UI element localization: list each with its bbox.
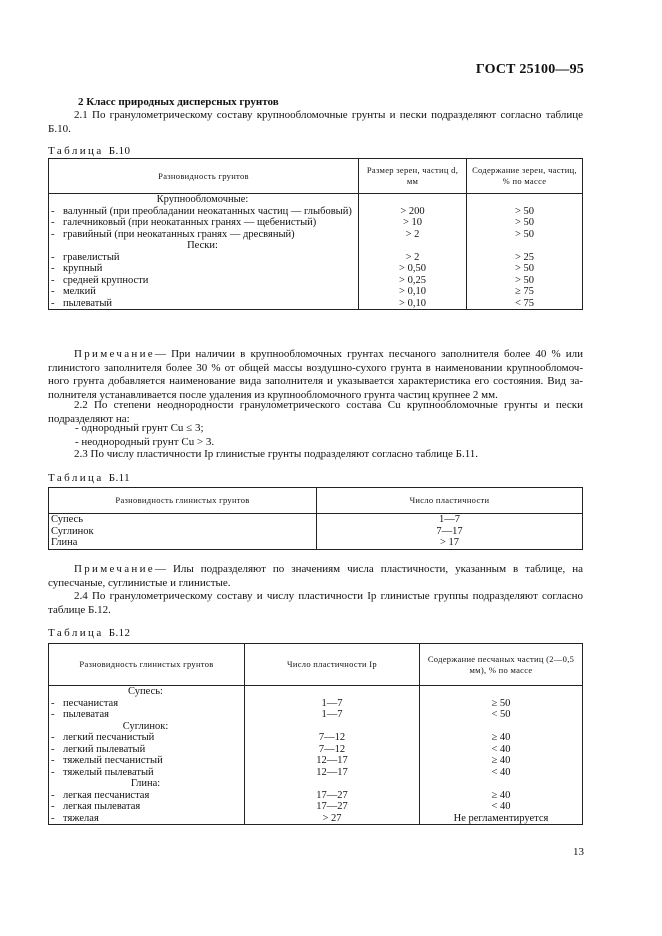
row-name-cell [49, 755, 245, 767]
empty-cell [245, 686, 420, 698]
list-dash: - [51, 228, 55, 240]
value-cell [420, 767, 583, 779]
cell-text: ≥ 40 [491, 789, 511, 801]
cell-text: > 2 [405, 228, 420, 240]
list-dash: - [51, 766, 55, 778]
value-cell [359, 263, 467, 275]
table-row [49, 709, 583, 721]
value-cell [317, 526, 583, 538]
cell-text: легкая песчанистая [63, 789, 150, 801]
table-row [49, 790, 583, 802]
row-name-cell [49, 767, 245, 779]
value-cell [245, 813, 420, 825]
empty-cell [420, 721, 583, 733]
value-cell [359, 252, 467, 264]
list-dash: - [51, 205, 55, 217]
empty-cell [359, 194, 467, 206]
list-dash: - [51, 801, 55, 812]
table-row [49, 767, 583, 779]
table-row [49, 263, 583, 275]
row-name-cell [49, 801, 245, 813]
row-name-cell [49, 286, 359, 298]
group-header-cell: Суглинок: [49, 721, 245, 733]
cell-text: легкий пылеватый [63, 743, 146, 755]
value-cell [467, 275, 583, 287]
table-row [49, 206, 583, 218]
group-header-cell: Пески: [49, 240, 359, 252]
cell-text: тяжелый пылеватый [63, 766, 154, 778]
list-dash: - [51, 755, 55, 766]
value-cell [359, 275, 467, 287]
value-cell [245, 709, 420, 721]
cell-text: пылеватый [63, 297, 113, 309]
row-name-cell [49, 263, 359, 275]
value-cell [359, 206, 467, 218]
list-dash: - [51, 297, 55, 309]
table-header-cell: Содержание зерен, частиц, % по массе [467, 159, 583, 194]
paragraph-2-1: 2.1 По гранулометрическому составу крупнообломочные грунты и пески подразделяют согласно таблице Б.10. [48, 109, 583, 135]
cell-text: > 2 [405, 251, 420, 263]
value-cell [245, 767, 420, 779]
cell-text: > 50 [514, 205, 535, 217]
value-cell [245, 801, 420, 813]
empty-cell [420, 686, 583, 698]
cell-text: < 40 [491, 743, 511, 755]
value-cell [467, 252, 583, 264]
table-row [49, 514, 583, 526]
value-cell [420, 744, 583, 756]
cell-text: Глина [51, 537, 78, 548]
table-header-cell: Разновидность глинистых грунтов [49, 644, 245, 686]
cell-text: песчанистая [63, 697, 119, 709]
row-name-cell [49, 813, 245, 825]
value-cell [420, 755, 583, 767]
empty-cell [245, 778, 420, 790]
value-cell [420, 790, 583, 802]
table-caption-number: Б.10 [108, 145, 131, 157]
cell-text: 1—7 [321, 697, 343, 709]
cell-text: > 25 [514, 251, 535, 263]
value-cell [359, 286, 467, 298]
empty-cell [467, 194, 583, 206]
cell-text: > 200 [400, 205, 425, 217]
list-dash: - [51, 286, 55, 297]
cell-text: легкая пылеватая [63, 801, 141, 812]
cell-text: галечниковый (при неокатанных гранях — щебенистый) [63, 217, 317, 228]
cell-text: 1—7 [321, 709, 343, 720]
row-name-cell [49, 252, 359, 264]
cell-text: 12—17 [316, 766, 348, 778]
table-header-cell: Содержание песчаных частиц (2—0,5 мм), % по массе [420, 644, 583, 686]
list-dash: - [51, 743, 55, 755]
row-name-cell [49, 298, 359, 310]
value-cell [420, 801, 583, 813]
table-row [49, 813, 583, 825]
cell-text: ≥ 40 [491, 732, 511, 743]
cell-text: > 50 [514, 263, 535, 274]
value-cell [420, 698, 583, 710]
value-cell [245, 755, 420, 767]
cell-text: ≥ 40 [491, 755, 511, 766]
cell-text: > 17 [439, 537, 460, 548]
row-name-cell [49, 217, 359, 229]
table-caption-label: Таблица [48, 472, 104, 484]
cell-text: > 50 [514, 217, 535, 228]
group-header-cell: Глина: [49, 778, 245, 790]
table-b10 [48, 158, 583, 310]
table-header-cell: Число пластичности Ip [245, 644, 420, 686]
list-item: - неоднородный грунт Cu > 3. [75, 436, 215, 448]
table-b11 [48, 487, 583, 550]
table-caption-label: Таблица [48, 627, 104, 639]
paragraph-2-4: 2.4 По гранулометрическому составу и числу пластичности Ip глинистые группы подразделяют согласно таблице Б.12. [48, 590, 583, 616]
list-dash: - [51, 274, 55, 286]
note-1 [48, 348, 583, 402]
note-label: Примечание [74, 348, 155, 360]
cell-text: > 10 [402, 217, 423, 228]
value-cell [359, 298, 467, 310]
cell-text: 1—7 [439, 514, 460, 525]
empty-cell [359, 240, 467, 252]
table-b10-caption [48, 145, 130, 157]
cell-text: > 27 [322, 812, 342, 824]
paragraph-2-2: 2.2 По степени неоднородности гранулометрического состава Cu крупнообломочные грунты и пески подразделяют на: [48, 399, 583, 425]
group-header-cell: Крупнообломочные: [49, 194, 359, 206]
cell-text: > 50 [514, 228, 535, 240]
cell-text: < 40 [491, 801, 511, 812]
cell-text: 17—27 [316, 789, 348, 801]
cell-text: легкий песчанистый [63, 732, 155, 743]
cell-text: гравийный (при неокатанных гранях — дресвяный) [63, 228, 295, 240]
empty-cell [467, 240, 583, 252]
cell-text: > 0,25 [399, 274, 426, 286]
section-title: 2 Класс природных дисперсных грунтов [78, 96, 279, 108]
note-text: — Илы подразделяют по значениям числа пластичности, указанным в таблице, на супесчаные, суглинистые и глинистые. [48, 563, 583, 589]
cell-text: Супесь [51, 514, 83, 525]
cell-text: гравелистый [63, 251, 120, 263]
table-header-cell: Число пластичности [317, 488, 583, 514]
value-cell [420, 732, 583, 744]
list-dash: - [51, 251, 55, 263]
table-row [49, 217, 583, 229]
cell-text: средней крупности [63, 274, 149, 286]
cell-text: < 75 [514, 297, 535, 309]
cell-text: > 0,10 [399, 297, 426, 309]
note-text: — При наличии в крупнообломочных грунтах песчаного заполнителя более 40 % или глинистого заполнителя более 30 % от общей массы воздушно-сухого грунта в наименовании крупнообломочного грунта добавляется наименование вида заполнителя и указывается характеристика его состояния. Вид заполнителя устанавливается после удаления из крупнообломочного грунта частиц крупнее 2 мм. [48, 348, 583, 401]
table-caption-number: Б.12 [108, 627, 131, 639]
table-row [49, 194, 583, 206]
value-cell [467, 217, 583, 229]
cell-text: < 40 [491, 766, 511, 778]
list-dash: - [51, 812, 55, 824]
cell-text: 17—27 [316, 801, 348, 812]
row-name-cell [49, 526, 317, 538]
cell-text: > 50 [514, 274, 535, 286]
table-row [49, 252, 583, 264]
value-cell [245, 744, 420, 756]
empty-cell [245, 721, 420, 733]
table-row [49, 686, 583, 698]
table-row [49, 240, 583, 252]
value-cell [359, 217, 467, 229]
cell-text: ≥ 75 [515, 286, 534, 297]
value-cell [467, 298, 583, 310]
table-header-cell: Размер зерен, частиц d, мм [359, 159, 467, 194]
group-header-cell: Супесь: [49, 686, 245, 698]
row-name-cell [49, 275, 359, 287]
list-dash: - [51, 789, 55, 801]
cell-text: Не регламентируется [453, 812, 549, 824]
table-row [49, 721, 583, 733]
value-cell [467, 263, 583, 275]
cell-text: > 0,10 [399, 286, 426, 297]
cell-text: мелкий [63, 286, 96, 297]
value-cell [420, 813, 583, 825]
value-cell [245, 732, 420, 744]
cell-text: < 50 [491, 709, 511, 720]
row-name-cell [49, 709, 245, 721]
table-row [49, 229, 583, 241]
table-b12-caption [48, 627, 130, 639]
note-label: Примечание [74, 563, 155, 575]
cell-text: пылеватая [63, 709, 109, 720]
value-cell [467, 229, 583, 241]
table-caption-label: Таблица [48, 145, 104, 157]
list-dash: - [51, 697, 55, 709]
list-dash: - [51, 732, 55, 743]
list-dash: - [51, 709, 55, 720]
value-cell [420, 709, 583, 721]
cell-text: 7—17 [436, 525, 463, 537]
cell-text: 7—12 [318, 743, 346, 755]
paragraph-2-3: 2.3 По числу пластичности Ip глинистые грунты подразделяют согласно таблице Б.11. [74, 448, 479, 460]
table-row [49, 698, 583, 710]
row-name-cell [49, 744, 245, 756]
note-2 [48, 563, 583, 590]
table-caption-number: Б.11 [108, 472, 131, 484]
cell-text: валунный (при преобладании неокатанных частиц — глыбовый) [63, 205, 352, 217]
table-b12 [48, 643, 583, 825]
cell-text: 12—17 [316, 755, 348, 766]
table-header-cell: Разновидность глинистых грунтов [49, 488, 317, 514]
table-row [49, 732, 583, 744]
page-number: 13 [573, 846, 584, 858]
value-cell [317, 514, 583, 526]
list-dash: - [51, 217, 55, 228]
empty-cell [420, 778, 583, 790]
row-name-cell [49, 537, 317, 549]
cell-text: тяжелая [63, 812, 99, 824]
document-header: ГОСТ 25100—95 [475, 62, 584, 77]
table-row [49, 537, 583, 549]
value-cell [359, 229, 467, 241]
list-item: - однородный грунт Cu ≤ 3; [75, 422, 204, 434]
table-row [49, 744, 583, 756]
cell-text: тяжелый песчанистый [63, 755, 163, 766]
row-name-cell [49, 206, 359, 218]
table-header-cell: Разновидность грунтов [49, 159, 359, 194]
table-row [49, 298, 583, 310]
table-row [49, 801, 583, 813]
cell-text: ≥ 50 [491, 697, 511, 709]
row-name-cell [49, 790, 245, 802]
cell-text: крупный [63, 263, 103, 274]
table-row [49, 275, 583, 287]
value-cell [245, 698, 420, 710]
table-row [49, 526, 583, 538]
value-cell [467, 206, 583, 218]
table-row [49, 755, 583, 767]
cell-text: > 0,50 [399, 263, 426, 274]
value-cell [245, 790, 420, 802]
row-name-cell [49, 514, 317, 526]
table-row [49, 286, 583, 298]
value-cell [467, 286, 583, 298]
list-dash: - [51, 263, 55, 274]
row-name-cell [49, 698, 245, 710]
row-name-cell [49, 732, 245, 744]
row-name-cell [49, 229, 359, 241]
value-cell [317, 537, 583, 549]
cell-text: Суглинок [51, 525, 94, 537]
cell-text: 7—12 [318, 732, 346, 743]
table-b11-caption [48, 472, 130, 484]
table-row [49, 778, 583, 790]
